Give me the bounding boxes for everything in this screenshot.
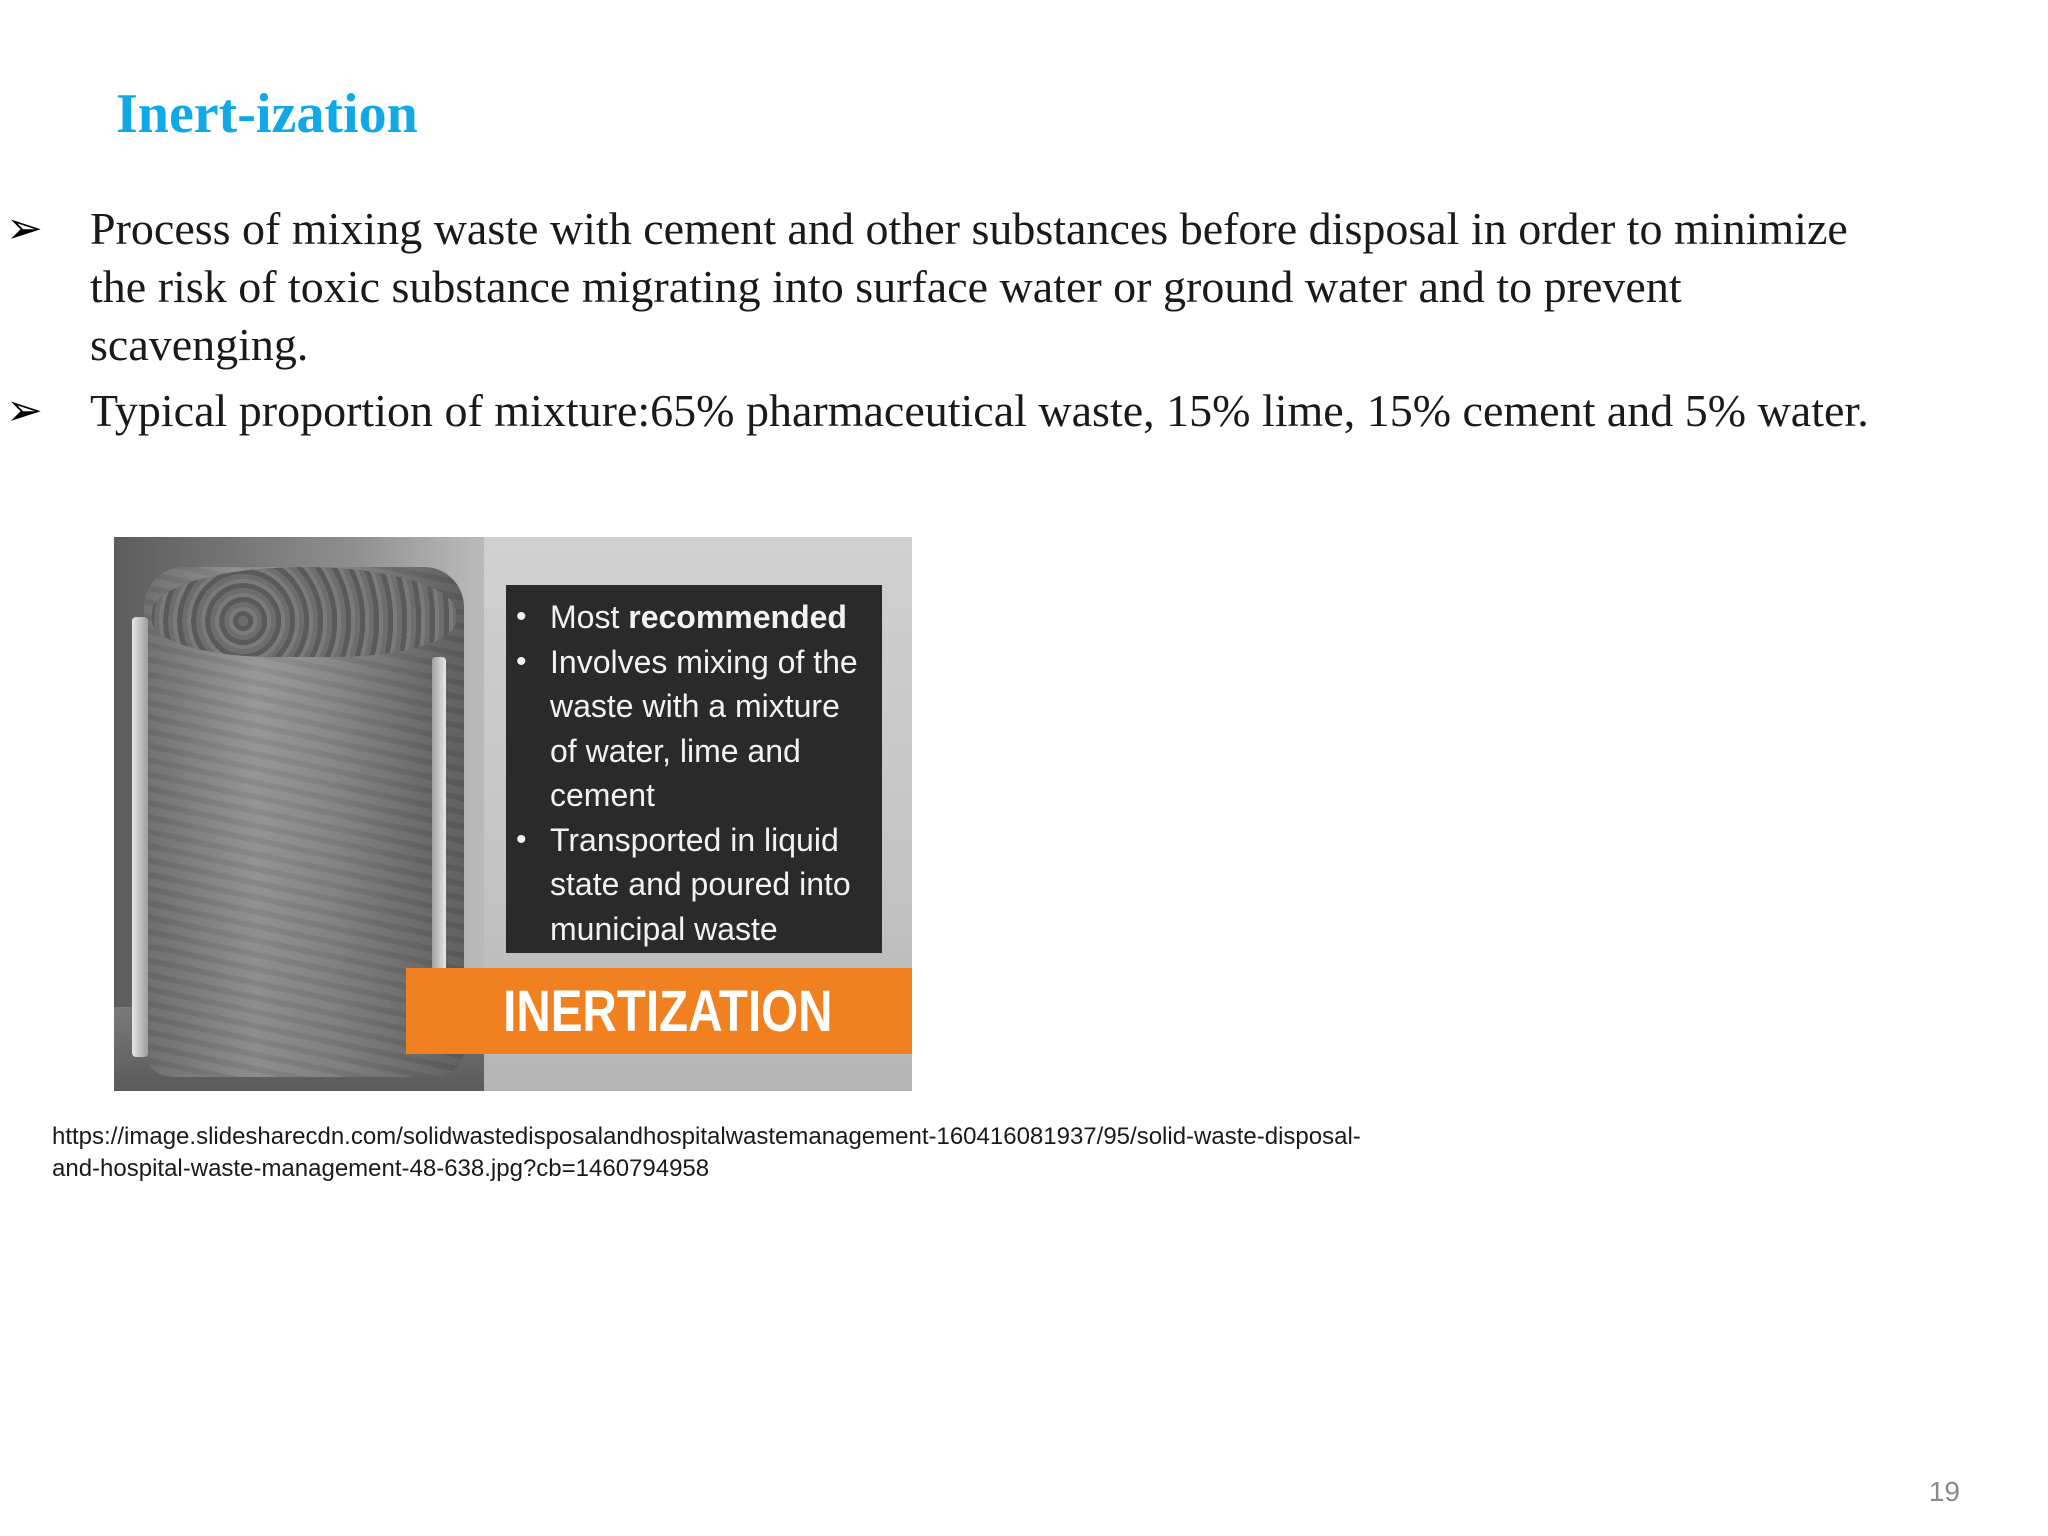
info-panel-item [516,640,870,818]
page-number: 19 [1928,1476,1960,1507]
slide-title: Inert-ization [116,83,418,145]
bullet-text: Process of mixing waste with cement and other substances before disposal in order to minimize the risk of toxic substance migrating into surface water or ground water and to prevent scavenging. [90,203,1848,370]
cement-cylinder-top [152,567,456,657]
bullet-list [0,200,1890,448]
dot-bullet-icon: • [516,822,527,856]
info-panel [506,585,882,953]
metal-sheet [132,617,148,1057]
arrow-bullet-icon: ➢ [6,203,43,254]
image-source-url[interactable] [52,1121,1552,1185]
inertization-banner [406,968,912,1054]
dot-bullet-icon: • [516,600,527,633]
info-panel-text: Transported in liquid state and poured into municipal waste [550,821,851,947]
source-url-line[interactable]: https://image.slidesharecdn.com/solidwastedisposalandhospitalwastemanagement-160416081937/95/solid-waste-disposal- [52,1123,1361,1150]
inertization-photo [114,537,912,1091]
source-url-line[interactable]: and-hospital-waste-management-48-638.jpg?cb=1460794958 [52,1155,710,1182]
info-panel-list [506,585,882,951]
dot-bullet-icon: • [516,644,527,678]
info-panel-bold-text: recommended [628,599,847,635]
info-panel-text: Involves mixing of the waste with a mixture of water, lime and cement [550,643,858,813]
info-panel-item [516,595,870,640]
bullet-item [0,200,1890,374]
info-panel-item [516,818,870,952]
info-panel-text: Most [550,599,629,635]
banner-text: INERTIZATION [503,978,833,1044]
arrow-bullet-icon: ➢ [6,385,43,436]
bullet-text: Typical proportion of mixture:65% pharmaceutical waste, 15% lime, 15% cement and 5% water. [90,385,1869,436]
bullet-item [0,382,1890,440]
